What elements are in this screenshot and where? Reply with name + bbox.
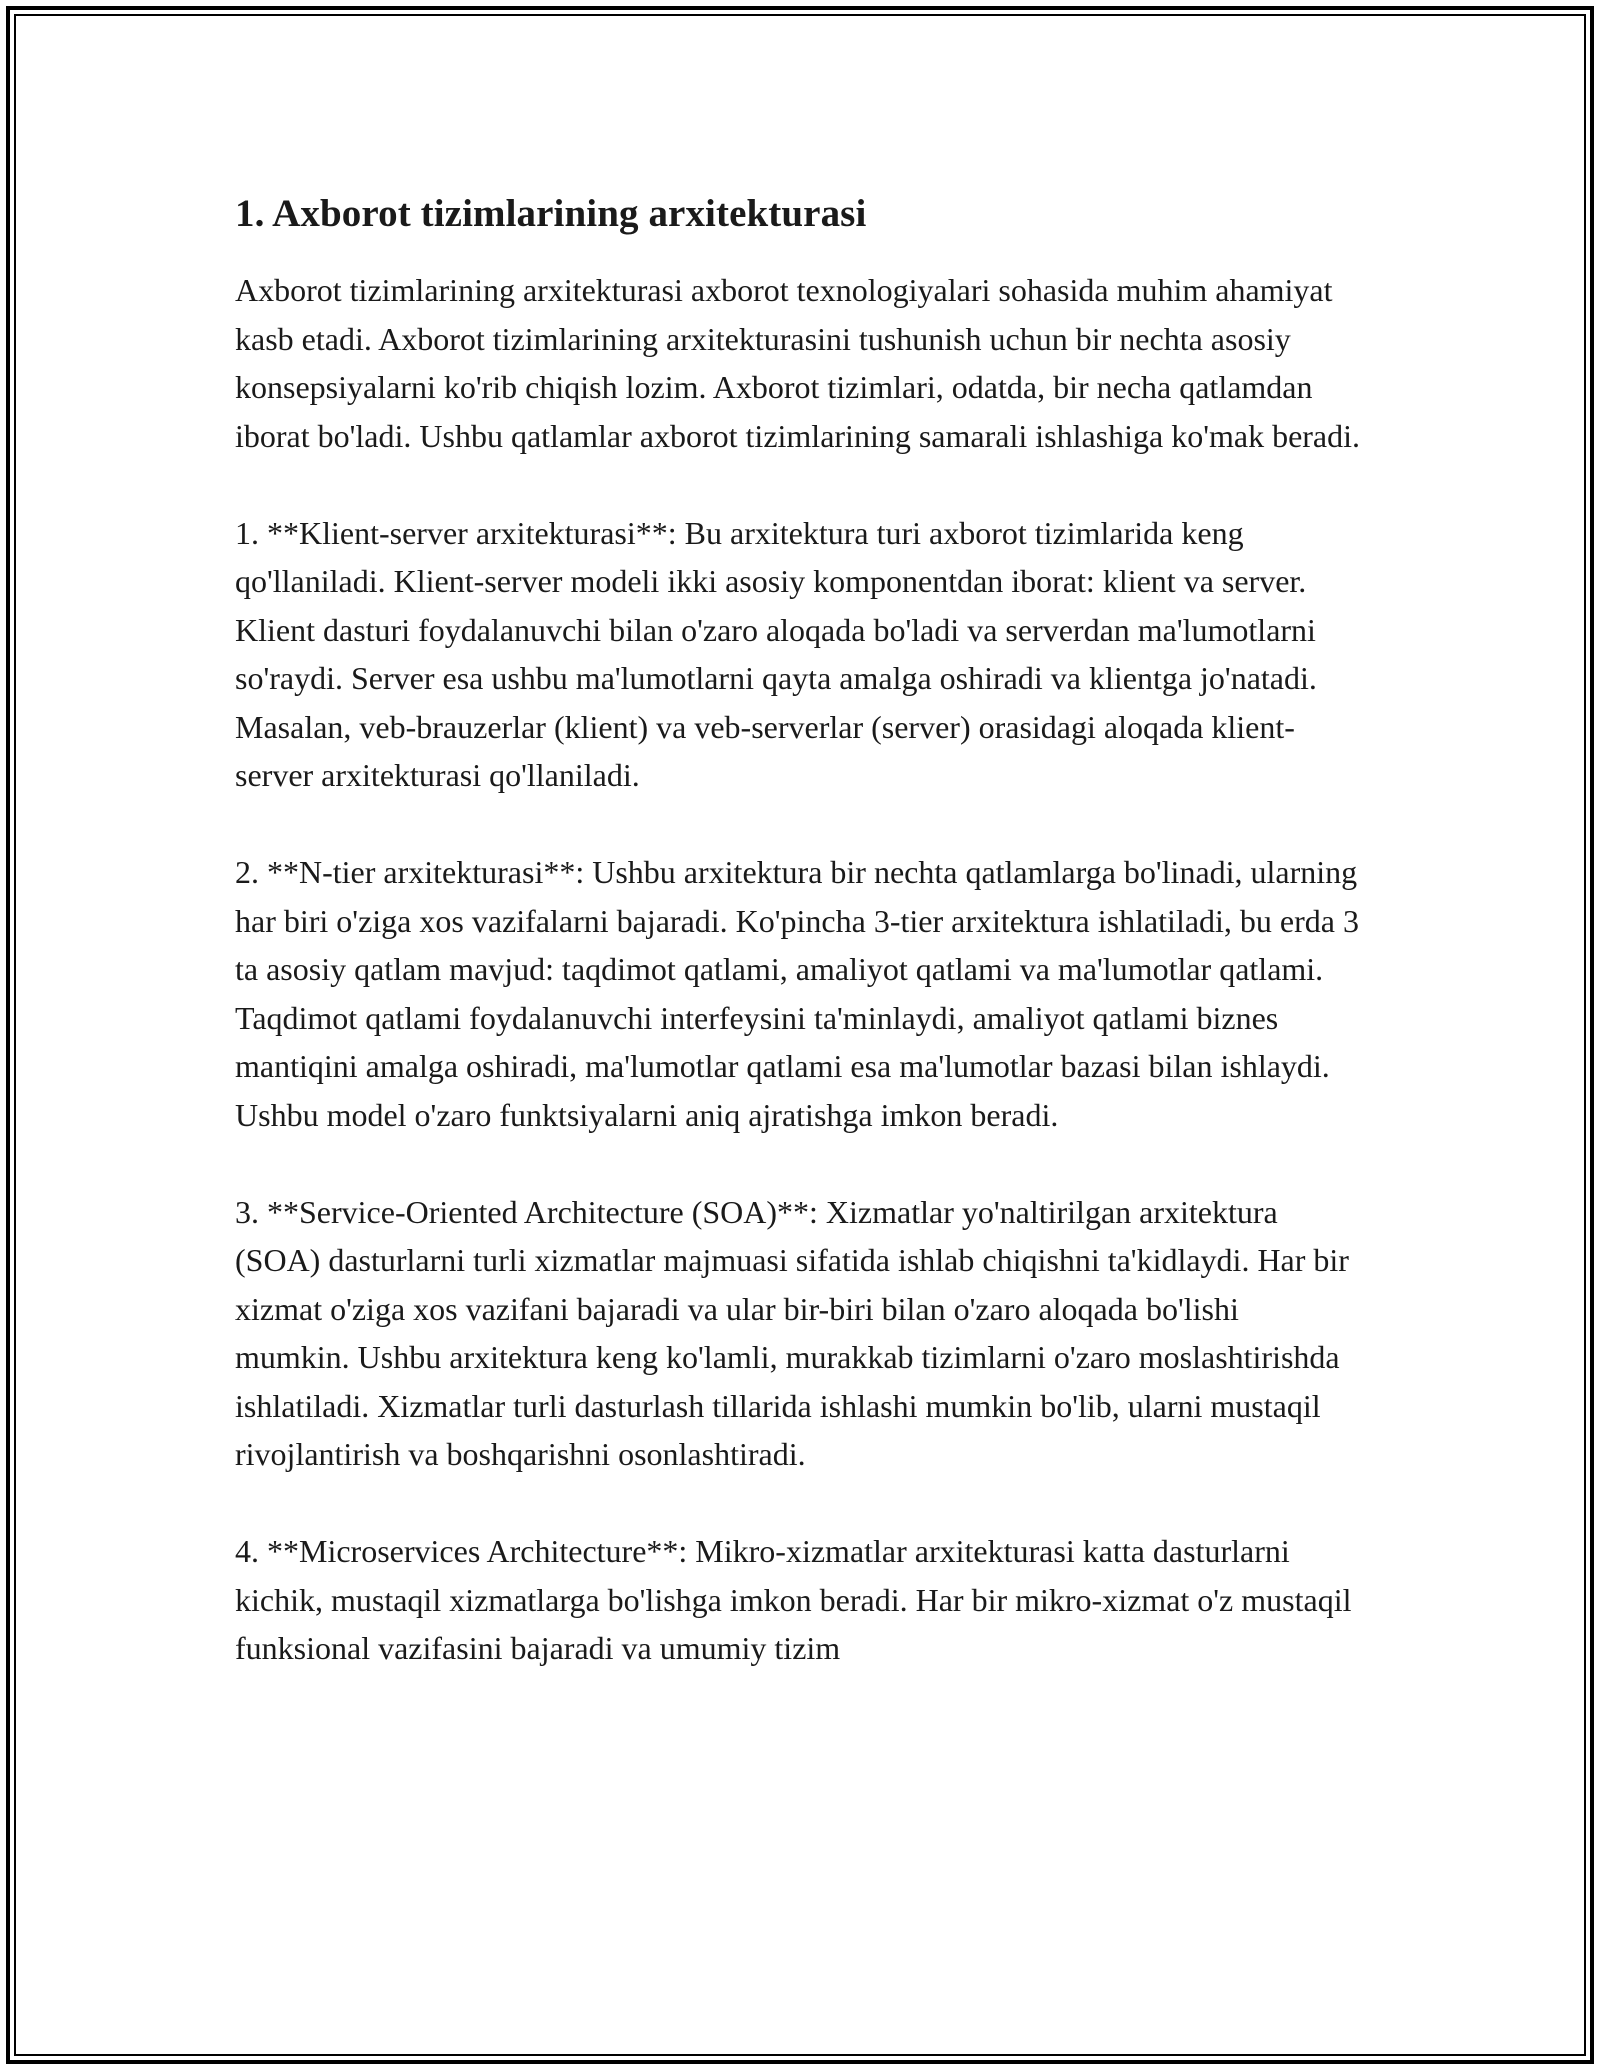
paragraph-soa: 3. **Service-Oriented Architecture (SOA)**: Xizmatlar yo'naltirilgan arxitektura (SOA) dasturlarni turli xizmatlar majmuasi sifatida ishlab chiqishni ta'kidlaydi. Har bir xizmat o'ziga xos vazifani bajaradi va ular bir-biri bilan o'zaro aloqada bo'lishi mumkin. Ushbu arxitektura keng ko'lamli, murakkab tizimlarni o'zaro moslashtirishda ishlatiladi. Xizmatlar turli dasturlash tillarida ishlashi mumkin bo'lib, ularni mustaqil rivojlantirish va boshqarishni osonlashtiradi. [235, 1193, 1349, 1472]
paragraph-n-tier: 2. **N-tier arxitekturasi**: Ushbu arxitektura bir nechta qatlamlarga bo'linadi, ularning har biri o'ziga xos vazifalarni bajaradi. Ko'pincha 3-tier arxitektura ishlatiladi, bu erda 3 ta asosiy qatlam mavjud: taqdimot qatlami, amaliyot qatlami va ma'lumotlar qatlami. Taqdimot qatlami foydalanuvchi interfeysini ta'minlaydi, amaliyot qatlami biznes mantiqini amalga oshiradi, ma'lumotlar qatlami esa ma'lumotlar bazasi bilan ishlaydi. Ushbu model o'zaro funktsiyalarni aniq ajratishga imkon beradi. [235, 854, 1359, 1133]
paragraph-client-server: 1. **Klient-server arxitekturasi**: Bu arxitektura turi axborot tizimlarida keng qo'llaniladi. Klient-server modeli ikki asosiy komponentdan iborat: klient va server. Klient dasturi foydalanuvchi bilan o'zaro aloqada bo'ladi va serverdan ma'lumotlarni so'raydi. Server esa ushbu ma'lumotlarni qayta amalga oshiradi va klientga jo'natadi. Masalan, veb-brauzerlar (klient) va veb-serverlar (server) orasidagi aloqada klient-server arxitekturasi qo'llaniladi. [235, 514, 1317, 793]
document-title: 1. Axborot tizimlarining arxitekturasi [235, 192, 867, 235]
paragraph-intro: Axborot tizimlarining arxitekturasi axborot texnologiyalari sohasida muhim ahamiyat kasb etadi. Axborot tizimlarining arxitekturasini tushunish uchun bir nechta asosiy konsepsiyalarni ko'rib chiqish lozim. Axborot tizimlari, odatda, bir necha qatlamdan iborat bo'ladi. Ushbu qatlamlar axborot tizimlarining samarali ishlashiga ko'mak beradi. [235, 272, 1361, 454]
document-body [235, 186, 1360, 1721]
paragraph-microservices: 4. **Microservices Architecture**: Mikro-xizmatlar arxitekturasi katta dasturlarni kichik, mustaqil xizmatlarga bo'lishga imkon beradi. Har bir mikro-xizmat o'z mustaqil funksional vazifasini bajaradi va umumiy tizim [235, 1533, 1352, 1666]
